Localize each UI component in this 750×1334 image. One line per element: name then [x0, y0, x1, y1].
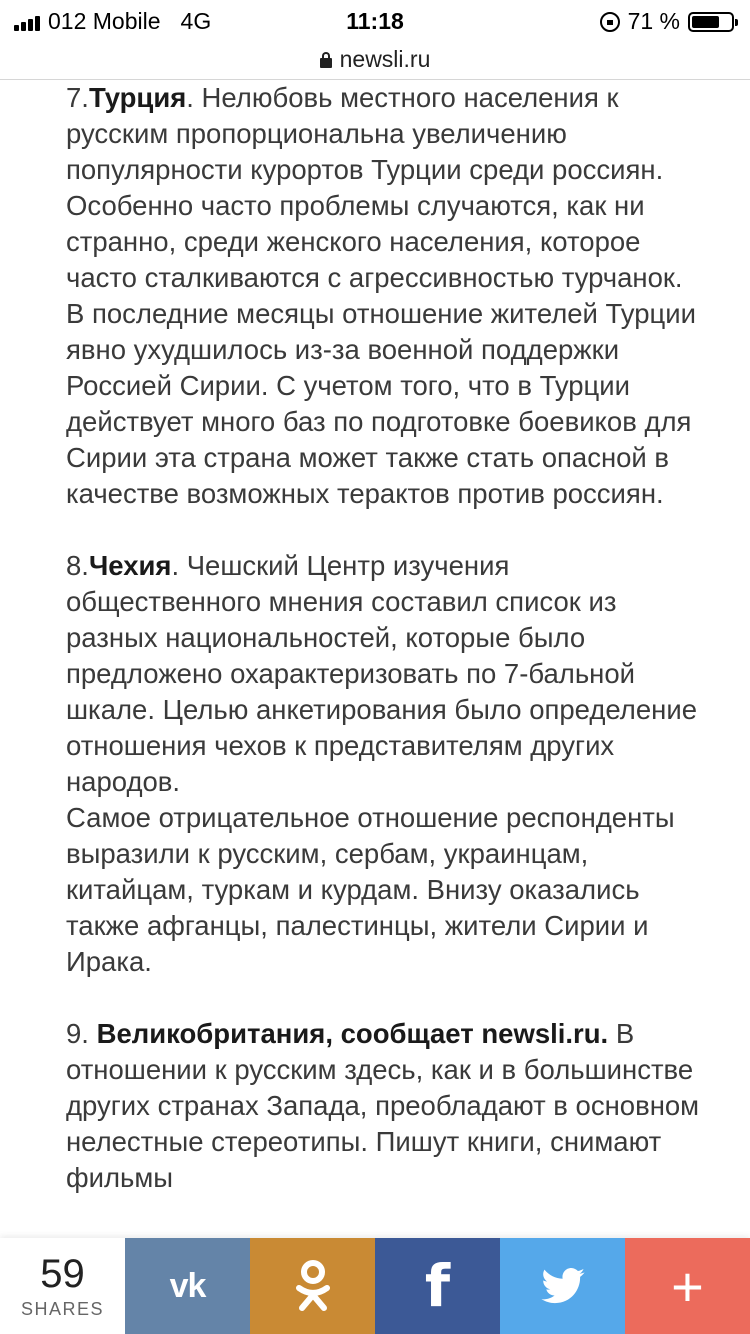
item-text: В отношении к русским здесь, как и в большинстве других странах Запада, преобладают в основном нелестные стереотипы. Пишут книги, снимают фильмы [66, 1018, 700, 1193]
article-body [66, 80, 706, 1232]
item-text: . Чешский Центр изучения общественного мнения составил список из разных национальностей, которые было предложено охарактеризовать по 7-бальной шкале. Целью анкетирования было определение отношения чехов к представителям других народов. [66, 550, 697, 797]
status-right [600, 8, 734, 35]
vk-icon: vk [169, 1266, 206, 1305]
url-domain[interactable]: newsli.ru [339, 46, 431, 72]
plus-icon: + [671, 1254, 704, 1318]
status-bar [0, 0, 750, 40]
article-paragraph-8 [66, 548, 706, 980]
item-title: Чехия [88, 550, 172, 581]
rotation-lock-icon [600, 12, 620, 32]
lock-icon [320, 52, 332, 68]
vk-share-button[interactable] [125, 1238, 250, 1334]
item-text: . Нелюбовь местного населения к русским пропорциональна увеличению популярности курортов Турции среди россиян. Особенно часто проблемы случаются, как ни странно, среди женского населения, которое часто сталкиваются с агрессивностью турчанок. В последние месяцы отношение жителей Турции явно ухудшилось из-за военной поддержки Россией Сирии. С учетом того, что в Турции действует много баз по подготовке боевиков для Сирии эта страна может также стать опасной в качестве возможных терактов против россиян. [66, 82, 697, 509]
item-number: 7. [66, 82, 89, 113]
share-bar [0, 1238, 750, 1334]
address-bar[interactable] [0, 40, 750, 80]
item-title: Турция [88, 82, 187, 113]
battery-icon [688, 12, 734, 32]
twitter-share-button[interactable] [500, 1238, 625, 1334]
clock: 11:18 [346, 8, 404, 34]
carrier-name: 012 Mobile [48, 8, 161, 34]
battery-percentage: 71 % [627, 8, 680, 34]
item-number: 9. [66, 1018, 97, 1049]
odnoklassniki-share-button[interactable] [250, 1238, 375, 1334]
article-paragraph-7 [66, 80, 706, 512]
facebook-icon: f [424, 1252, 451, 1320]
item-number: 8. [66, 550, 89, 581]
odnoklassniki-icon [293, 1258, 333, 1314]
item-title: Великобритания, сообщает newsli.ru. [96, 1018, 609, 1049]
share-count-label: SHARES [20, 1298, 105, 1319]
network-type: 4G [180, 8, 212, 34]
share-count: 59 [40, 1251, 85, 1296]
share-counter [0, 1238, 125, 1334]
more-share-button[interactable] [625, 1238, 750, 1334]
article-paragraph-9 [66, 1016, 706, 1196]
twitter-bird-icon [541, 1268, 585, 1304]
facebook-share-button[interactable] [375, 1238, 500, 1334]
item-text-continued: Самое отрицательное отношение респонденты выразили к русским, сербам, украинцам, китайцам, туркам и курдам. Внизу оказались также афганцы, палестинцы, жители Сирии и Ирака. [66, 802, 675, 977]
